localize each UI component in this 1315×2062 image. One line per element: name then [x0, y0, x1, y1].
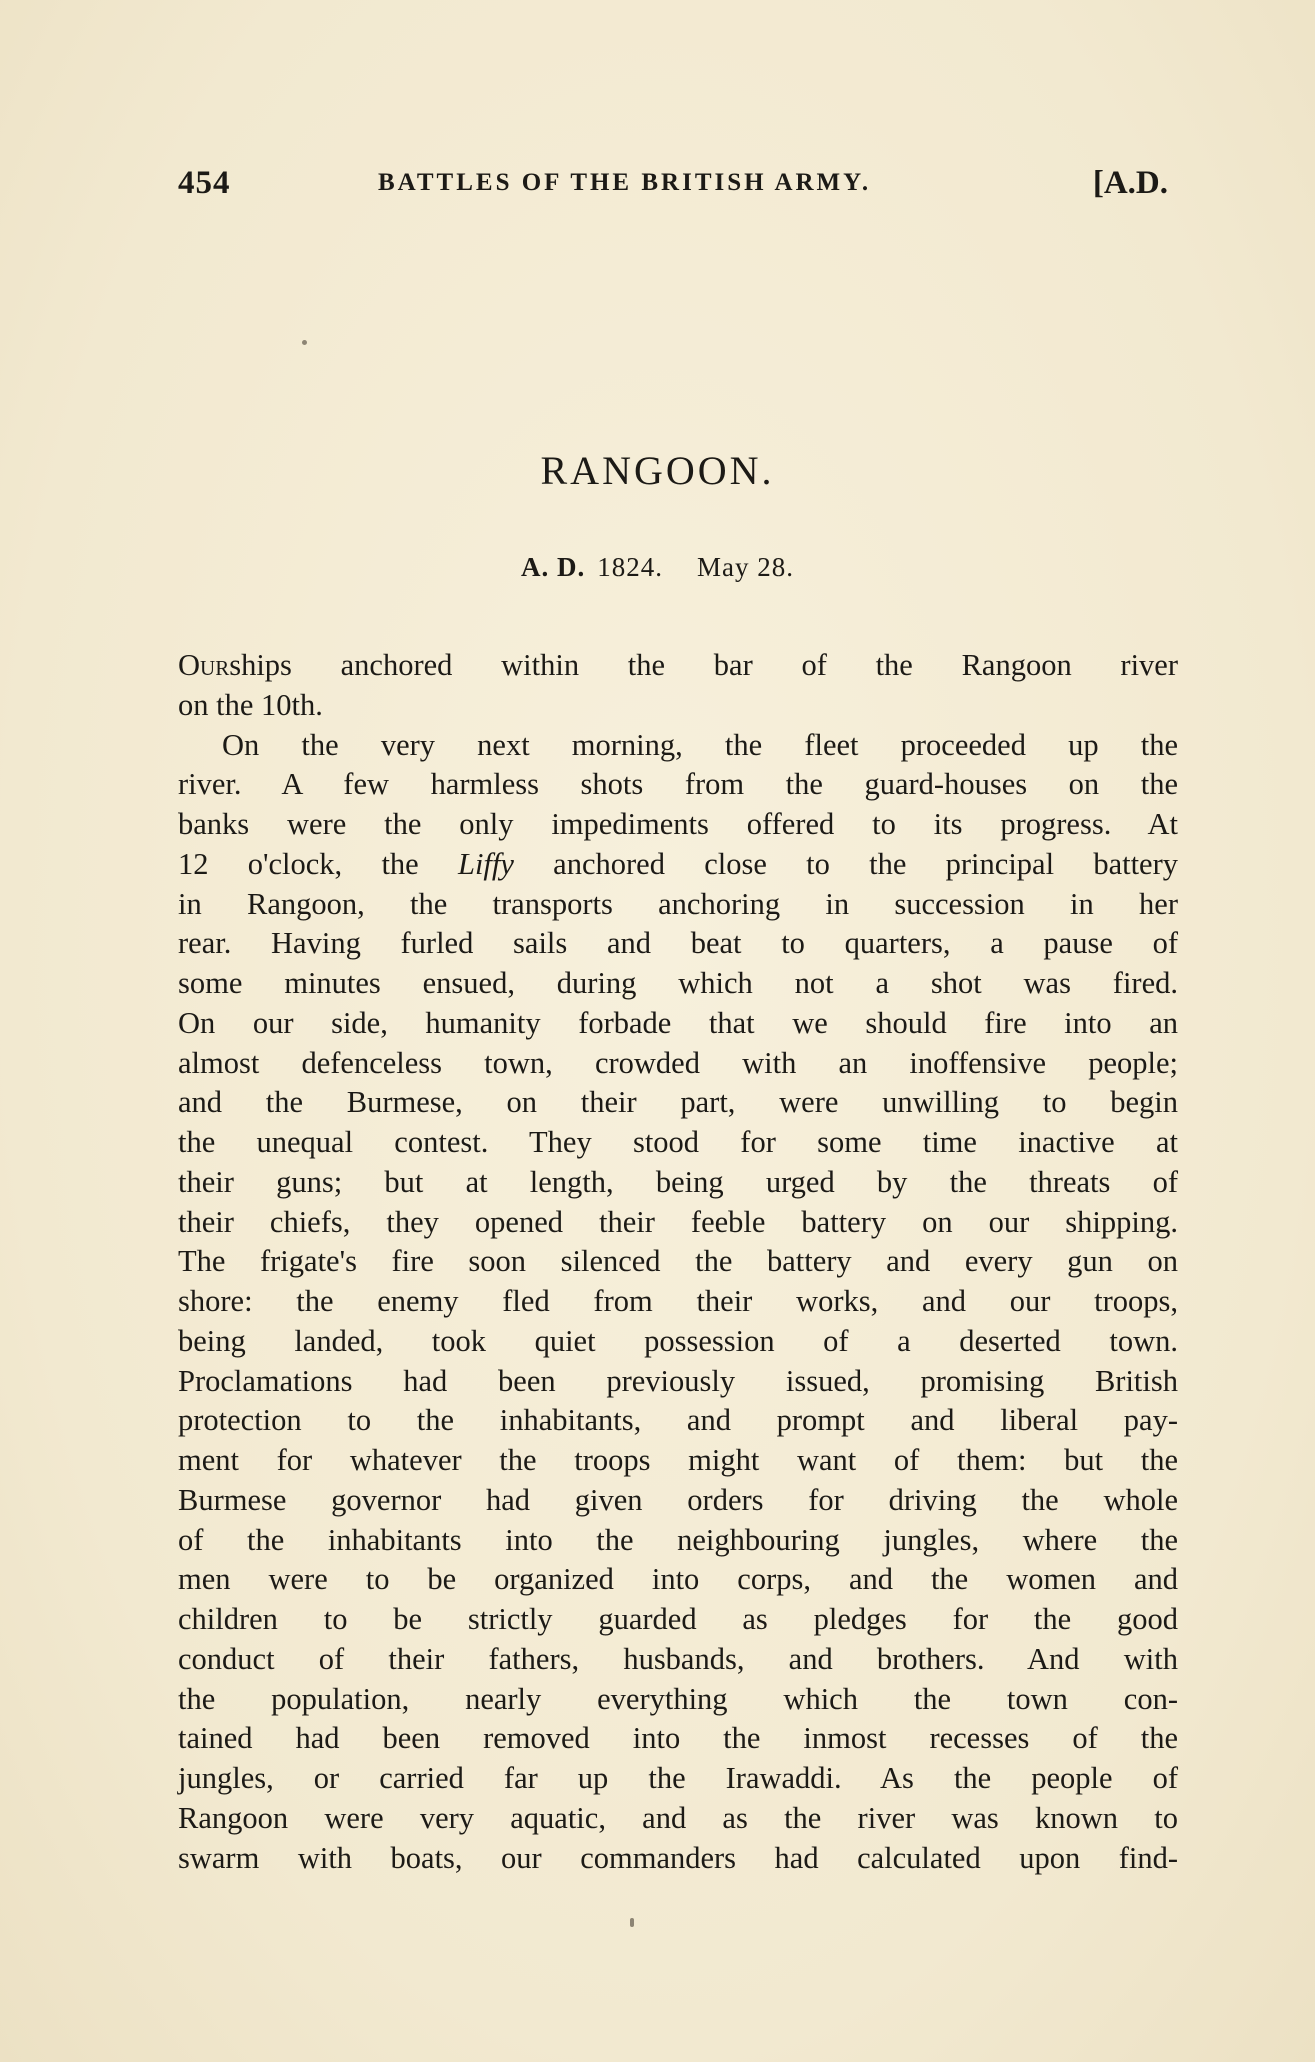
line-text: on the 10th.: [178, 687, 323, 722]
line-text: conduct of their fathers, husbands, and brothers. And with: [178, 1641, 1178, 1676]
line-text: being landed, took quiet possession of a deserted town.: [178, 1323, 1178, 1358]
line-text: almost defenceless town, crowded with an inoffensive people;: [178, 1045, 1178, 1080]
line-text: river. A few harmless shots from the guard-houses on the: [178, 767, 1178, 802]
text-line: [178, 1719, 1178, 1759]
text-line: [178, 885, 1178, 925]
line-text: Proclamations had been previously issued, promising British: [178, 1363, 1178, 1398]
line-text: On the very next morning, the fleet proceeded up the: [222, 727, 1178, 762]
line-text: 12 o'clock, the Liffy anchored close to the principal battery: [178, 846, 1178, 881]
chapter-dateline: [0, 552, 1315, 583]
text-line: [178, 1759, 1178, 1799]
line-text: swarm with boats, our commanders had calculated upon find-: [178, 1840, 1178, 1875]
text-line: [178, 765, 1178, 805]
body-text: [178, 646, 1178, 1878]
text-line: [178, 1083, 1178, 1123]
line-text: some minutes ensued, during which not a shot was fired.: [178, 966, 1178, 1000]
date-day: May 28.: [697, 552, 794, 582]
page-number: 454: [178, 165, 231, 201]
line-text: in Rangoon, the transports anchoring in succession in her: [178, 886, 1178, 921]
running-title: BATTLES OF THE BRITISH ARMY.: [378, 169, 872, 196]
text-line: [178, 646, 1178, 686]
line-text: men were to be organized into corps, and the women and: [178, 1562, 1178, 1597]
text-line: [178, 924, 1178, 964]
text-line: [178, 1362, 1178, 1402]
line-text: protection to the inhabitants, and prompt and liberal pay-: [178, 1403, 1178, 1438]
text-line: [178, 805, 1178, 845]
text-line: [178, 845, 1178, 885]
line-text: children to be strictly guarded as pledges for the good: [178, 1602, 1178, 1636]
text-line: [178, 686, 1178, 726]
text-line: [178, 1322, 1178, 1362]
line-text: Burmese governor had given orders for driving the whole: [178, 1482, 1178, 1517]
line-text: shore: the enemy fled from their works, and our troops,: [178, 1284, 1178, 1318]
line-text: their guns; but at length, being urged by the threats of: [178, 1164, 1178, 1199]
running-head-right: [A.D.: [1092, 165, 1168, 201]
text-line: [178, 1441, 1178, 1481]
ship-name: Liffy: [457, 846, 514, 881]
text-line: [178, 1839, 1178, 1879]
line-text: banks were the only impediments offered to its progress. At: [178, 807, 1178, 841]
line-text: Rangoon were very aquatic, and as the river was known to: [178, 1800, 1178, 1835]
text-line: [178, 726, 1178, 766]
text-line: [178, 1680, 1178, 1720]
text-line: [178, 1203, 1178, 1243]
running-head: [178, 165, 1168, 205]
text-line: [178, 1560, 1178, 1600]
chapter-title: RANGOON.: [540, 448, 775, 493]
text-line: [178, 1123, 1178, 1163]
text-line: [178, 1282, 1178, 1322]
line-text: the population, nearly everything which the town con-: [178, 1681, 1178, 1716]
text-line: [178, 964, 1178, 1004]
line-text: their chiefs, they opened their feeble battery on our shipping.: [178, 1204, 1178, 1239]
line-text: ships anchored within the bar of the Rangoon river: [229, 648, 1178, 682]
text-line: [178, 1640, 1178, 1680]
line-text: and the Burmese, on their part, were unwilling to begin: [178, 1085, 1178, 1120]
text-line: [178, 1401, 1178, 1441]
text-line: [178, 1521, 1178, 1561]
date-era: A. D.: [521, 552, 586, 582]
speck-mark: [630, 1918, 634, 1927]
text-line: [178, 1044, 1178, 1084]
line-text: rear. Having furled sails and beat to quarters, a pause of: [178, 926, 1178, 961]
line-text: The frigate's fire soon silenced the battery and every gun on: [178, 1244, 1178, 1279]
line-text: On our side, humanity forbade that we should fire into an: [178, 1005, 1178, 1040]
text-line: [178, 1242, 1178, 1282]
text-line: [178, 1163, 1178, 1203]
line-text: ment for whatever the troops might want of them: but the: [178, 1443, 1178, 1477]
text-line: [178, 1481, 1178, 1521]
text-line: [178, 1004, 1178, 1044]
speck-mark: [302, 340, 307, 345]
date-year: 1824.: [597, 552, 663, 582]
line-text: tained had been removed into the inmost recesses of the: [178, 1721, 1178, 1756]
line-text: jungles, or carried far up the Irawaddi. As the people of: [178, 1761, 1178, 1795]
text-line: [178, 1600, 1178, 1640]
line-text: of the inhabitants into the neighbouring jungles, where the: [178, 1522, 1178, 1557]
line-text: the unequal contest. They stood for some time inactive at: [178, 1125, 1178, 1159]
text-line: [178, 1799, 1178, 1839]
lead-word: Our: [178, 648, 230, 682]
